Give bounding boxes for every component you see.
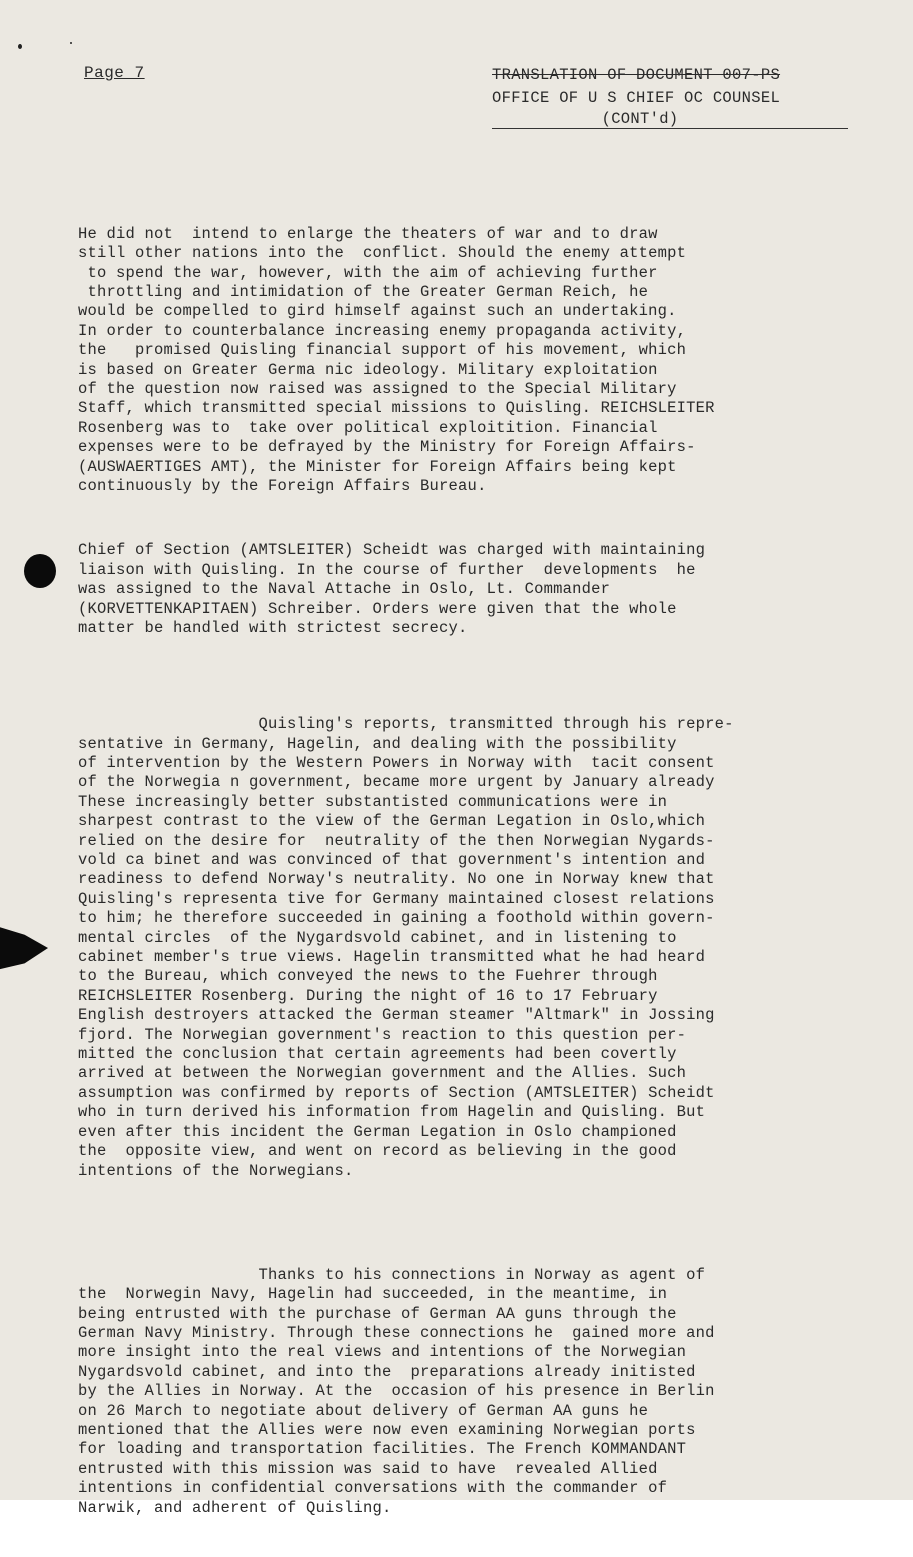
- paragraph-3: Quisling's reports, transmitted through his repre- sentative in Germany, Hagelin, and dealing with the possibility of intervention by the Western Powers in Norway with tacit consent of the Norwegia n government, became more urgent by January already These increasingly better substantisted communications were in sharpest contrast to the view of the German Legation in Oslo,which relied on the desire for neutrality of the then Norwegian Nygards- vold ca binet and was convinced of that government's intention and readiness to defend Norway's neutrality. No one in Norway knew that Quisling's representa tive for Germany maintained closest relations to him; he therefore succeeded in gaining a foothold within govern- mental circles of the Nygardsvold cabinet, and in listening to cabinet member's true views. Hagelin transmitted what he had heard to the Bureau, which conveyed the news to the Fuehrer through REICHSLEITER Rosenberg. During the night of 16 to 17 February English destroyers attacked the German steamer "Altmark" in Jossing fjord. The Norwegian government's reaction to this question per- mitted the conclusion that certain agreements had been covertly arrived at between the Norwegian government and the Allies. Such assumption was confirmed by reports of Section (AMTSLEITER) Scheidt who in turn derived his information from Hagelin and Quisling. But even after this incident the German Legation in Oslo championed the opposite view, and went on record as believing in the good intentions of the Norwegians.: [78, 715, 734, 1180]
- paragraph-2: Chief of Section (AMTSLEITER) Scheidt was charged with maintaining liaison with Quisling. In the course of further developments he was assigned to the Naval Attache in Oslo, Lt. Commander (KORVETTENKAPITAEN) Schreiber. Orders were given that the whole matter be handled with strictest secrecy.: [78, 541, 706, 637]
- ink-speck: [18, 44, 22, 49]
- paragraph-1: He did not intend to enlarge the theaters of war and to draw still other nations into the conflict. Should the enemy attempt to spend the war, however, with the aim of achieving further throttling and intimidation of the Greater German Reich, he would be compelled to gird himself against such an undertaking. In order to counterbalance increasing enemy propaganda activity, the promised Quisling financial support of his movement, which is based on Greater Germa nic ideology. Military exploitation of the question now raised was assigned to the Special Military Staff, which transmitted special missions to Quisling. REICHSLEITER Rosenberg was to take over political exploitition. Financial expenses were to be defrayed by the Ministry for Foreign Affairs- (AUSWAERTIGES AMT), the Minister for Foreign Affairs being kept continuously by the Foreign Affairs Bureau.: [78, 224, 715, 496]
- punch-hole: [0, 926, 48, 970]
- document-header: [492, 64, 852, 129]
- document-body: [78, 186, 878, 1557]
- page-number: Page 7: [84, 64, 145, 82]
- header-office-line: OFFICE OF U S CHIEF OC COUNSEL: [492, 89, 781, 107]
- ink-speck: [70, 42, 72, 44]
- header-translation-line: TRANSLATION OF DOCUMENT 007-PS: [492, 66, 781, 84]
- header-contd-line: (CONT'd): [492, 110, 848, 129]
- punch-hole: [24, 554, 56, 588]
- paragraph-4: Thanks to his connections in Norway as agent of the Norwegin Navy, Hagelin had succeeded, in the meantime, in being entrusted with the purchase of German AA guns through the German Navy Ministry. Through these connections he gained more and more insight into the real views and intentions of the Norwegian Nygardsvold cabinet, and into the preparations already initisted by the Allies in Norway. At the occasion of his presence in Berlin on 26 March to negotiate about delivery of German AA guns he mentioned that the Allies were now even examining Norwegian ports for loading and transportation facilities. The French KOMMANDANT entrusted with this mission was said to have revealed Allied intentions in confidential conversations with the commander of Narwik, and adherent of Quisling.: [78, 1265, 715, 1517]
